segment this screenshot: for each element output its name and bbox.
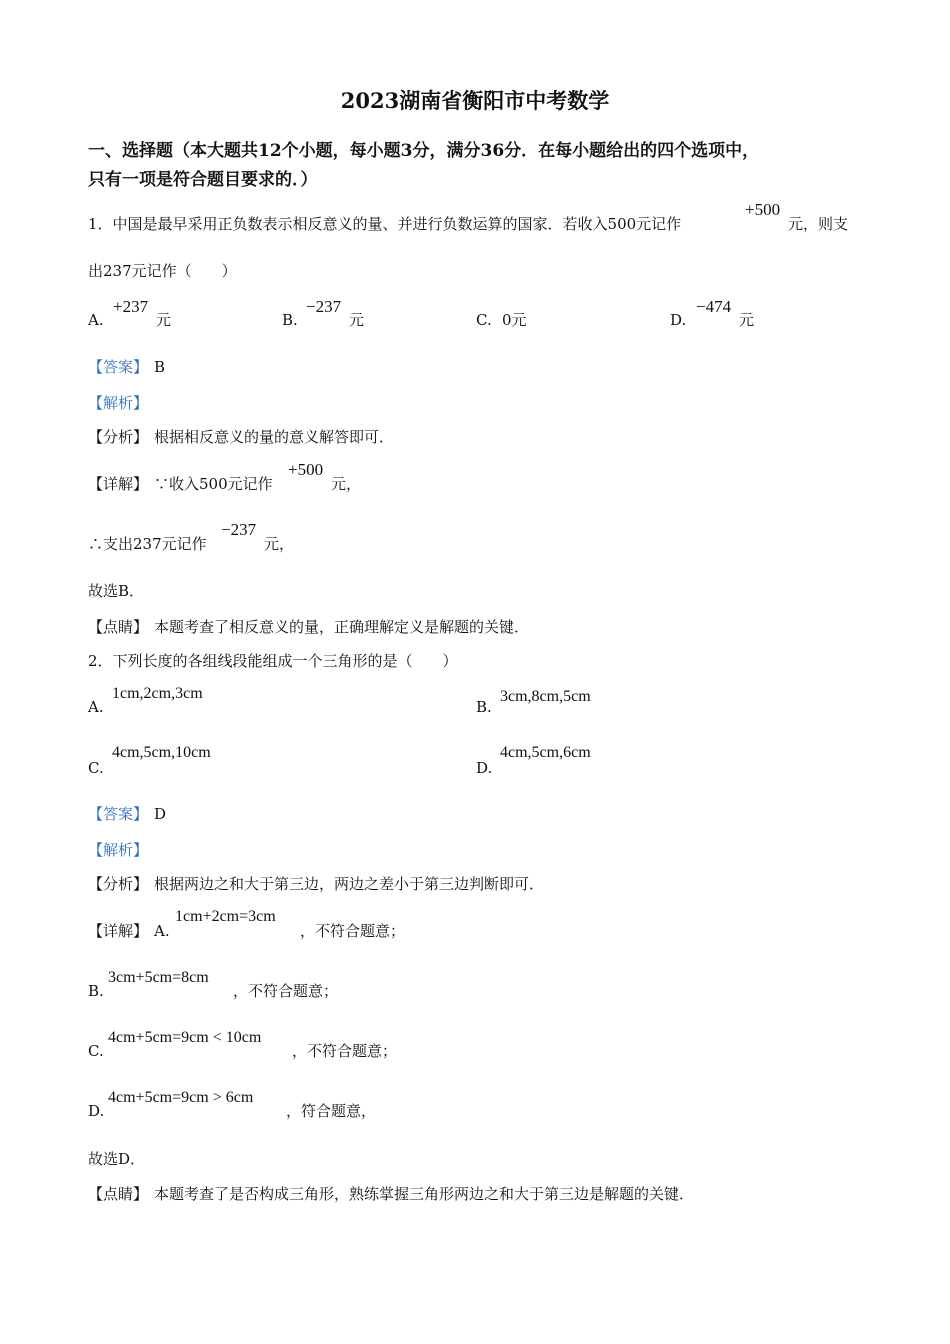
- q1-conclusion: 故选B．: [88, 582, 145, 600]
- q1-option-a-math: +237: [113, 297, 149, 316]
- q1-fenxi-label: 【分析】: [88, 428, 149, 446]
- q2-dianjing-text: 本题考查了是否构成三角形，熟练掌握三角形两边之和大于第三边是解题的关键．: [154, 1185, 695, 1203]
- q1-option-a-letter: A.: [88, 311, 104, 329]
- q1-option-a-unit: 元: [156, 311, 172, 329]
- q1-option-d-letter: D.: [670, 311, 687, 329]
- q1-option-b-letter: B.: [282, 311, 298, 329]
- q1-option-b-math: −237: [306, 297, 342, 316]
- q2-detail-b-letter: B.: [88, 982, 104, 1000]
- q1-xiangjie1-math: +500: [288, 460, 324, 479]
- q2-detail-d-text: ，符合题意，: [286, 1102, 377, 1120]
- q2-fenxi-text: 根据两边之和大于第三边，两边之差小于第三边判断即可．: [154, 875, 545, 893]
- q2-detail-a-letter: A.: [154, 922, 170, 940]
- q1-analysis-label: 【解析】: [88, 394, 149, 412]
- q2-detail-c-text: ，不符合题意；: [292, 1042, 398, 1060]
- q1-answer-label: 【答案】: [88, 358, 149, 376]
- q1-stem-text: 1．中国是最早采用正负数表示相反意义的量、并进行负数运算的国家．若收入500元记作: [88, 215, 682, 233]
- q1-xiangjie2-text: ∴支出237元记作: [88, 535, 207, 553]
- q2-option-c-letter: C.: [88, 759, 104, 777]
- q2-detail-c-letter: C.: [88, 1042, 104, 1060]
- q2-detail-c-math: 4cm+5cm=9cm < 10cm: [108, 1029, 262, 1046]
- q1-option-d-unit: 元: [739, 311, 755, 329]
- q2-detail-b-text: ，不符合题意；: [233, 982, 339, 1000]
- page-title: 2023湖南省衡阳市中考数学: [340, 88, 610, 113]
- q1-xiangjie2-end: 元，: [264, 535, 295, 553]
- q1-option-b-unit: 元: [349, 311, 365, 329]
- q2-option-c-math: 4cm,5cm,10cm: [112, 744, 211, 761]
- q2-detail-d-math: 4cm+5cm=9cm > 6cm: [108, 1089, 254, 1106]
- q1-dianjing-text: 本题考查了相反意义的量，正确理解定义是解题的关键．: [154, 618, 530, 636]
- q2-option-b-math: 3cm,8cm,5cm: [500, 688, 591, 705]
- q1-stem-text-end: 元，则支: [788, 215, 849, 233]
- q2-conclusion: 故选D．: [88, 1150, 146, 1168]
- q1-stem-line2: 出237元记作（ ）: [88, 262, 237, 280]
- section-header-line2: 只有一项是符合题目要求的．）: [88, 170, 318, 190]
- q1-dianjing-label: 【点睛】: [88, 618, 149, 636]
- q2-stem: 2．下列长度的各组线段能组成一个三角形的是（ ）: [88, 652, 458, 670]
- q1-xiangjie1-text: ∵收入500元记作: [154, 475, 273, 493]
- q1-option-c-text: 0元: [502, 311, 527, 329]
- q2-detail-a-text: ，不符合题意；: [300, 922, 406, 940]
- q2-option-a-math: 1cm,2cm,3cm: [112, 685, 203, 702]
- q2-dianjing-label: 【点睛】: [88, 1185, 149, 1203]
- q2-detail-d-letter: D.: [88, 1102, 105, 1120]
- q2-detail-b-math: 3cm+5cm=8cm: [108, 969, 209, 986]
- q1-stem-math: +500: [745, 200, 781, 219]
- section-header-line1: 一、选择题（本大题共12个小题，每小题3分，满分36分．在每小题给出的四个选项中，: [88, 141, 760, 161]
- q1-option-d-math: −474: [696, 297, 732, 316]
- q1-fenxi-text: 根据相反意义的量的意义解答即可．: [154, 428, 395, 446]
- q1-answer-value: B: [154, 358, 166, 376]
- q1-xiangjie2-math: −237: [221, 520, 257, 539]
- q2-detail-a-math: 1cm+2cm=3cm: [175, 908, 276, 925]
- q2-option-a-letter: A.: [88, 698, 104, 716]
- q1-option-c-letter: C.: [476, 311, 492, 329]
- q2-option-d-math: 4cm,5cm,6cm: [500, 744, 591, 761]
- q2-option-b-letter: B.: [476, 698, 492, 716]
- q2-xiangjie-label: 【详解】: [88, 922, 149, 940]
- q2-answer-label: 【答案】: [88, 805, 149, 823]
- q2-option-d-letter: D.: [476, 759, 493, 777]
- q2-analysis-label: 【解析】: [88, 841, 149, 859]
- q1-xiangjie-label: 【详解】: [88, 475, 149, 493]
- q2-fenxi-label: 【分析】: [88, 875, 149, 893]
- q2-answer-value: D: [154, 805, 167, 823]
- q1-xiangjie1-end: 元，: [331, 475, 362, 493]
